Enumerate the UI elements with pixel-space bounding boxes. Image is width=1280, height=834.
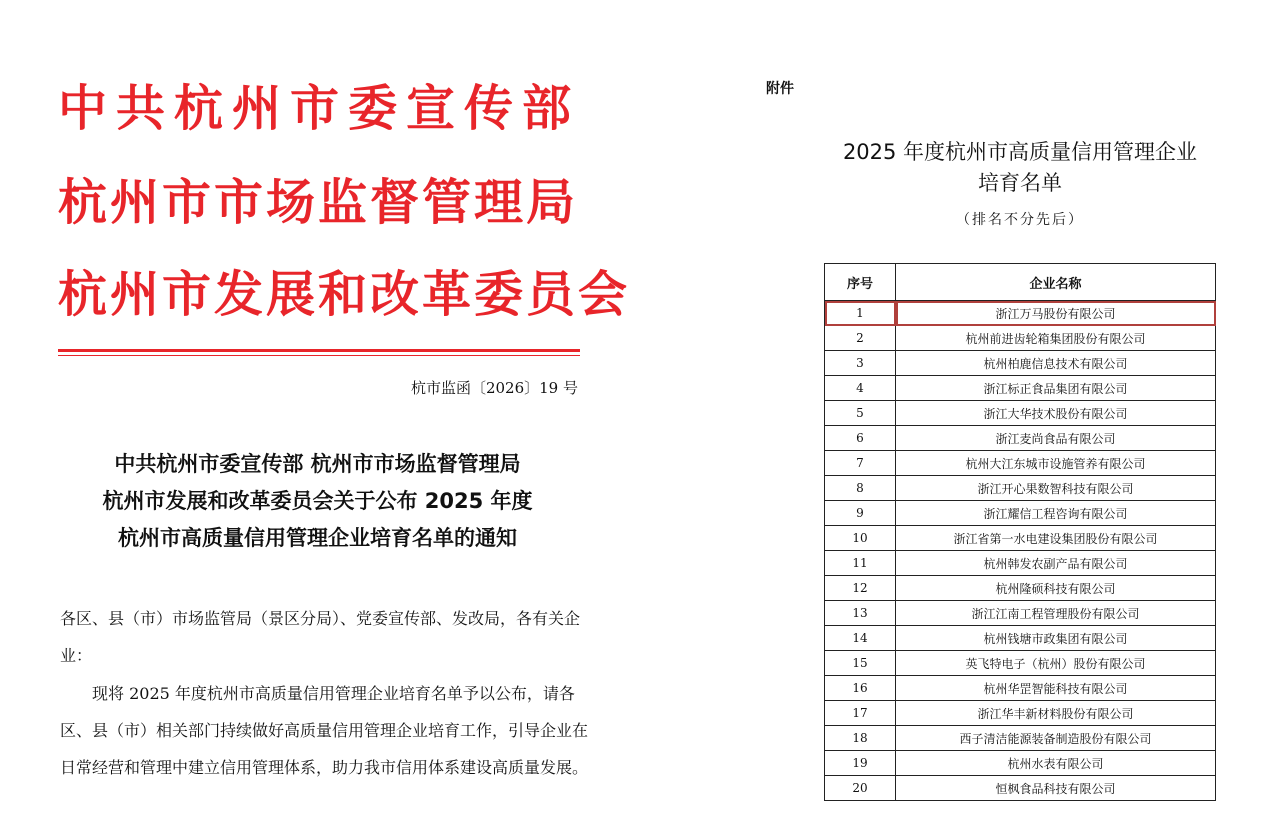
row-serial: 9 (825, 501, 896, 526)
row-company-name: 杭州前进齿轮箱集团股份有限公司 (896, 326, 1216, 351)
addressee: 各区、县（市）市场监管局（景区分局）、党委宣传部、发改局，各有关企业： (60, 609, 581, 665)
row-serial: 4 (825, 376, 896, 401)
table-row (825, 476, 1216, 501)
row-company-name: 浙江万马股份有限公司 (896, 301, 1216, 326)
row-company-name: 西子清洁能源装备制造股份有限公司 (896, 726, 1216, 751)
table-row (825, 451, 1216, 476)
table-row (825, 526, 1216, 551)
row-serial: 20 (825, 776, 896, 801)
row-serial: 5 (825, 401, 896, 426)
notice-title-line-3: 杭州市高质量信用管理企业培育名单的通知 (118, 526, 517, 550)
row-serial: 19 (825, 751, 896, 776)
row-serial: 7 (825, 451, 896, 476)
list-subtitle: （排名不分先后） (956, 212, 1084, 228)
row-company-name: 浙江华丰新材料股份有限公司 (896, 701, 1216, 726)
row-serial: 8 (825, 476, 896, 501)
row-company-name: 杭州韩发农副产品有限公司 (896, 551, 1216, 576)
table-row (825, 601, 1216, 626)
row-serial: 18 (825, 726, 896, 751)
row-company-name: 恒枫食品科技有限公司 (896, 776, 1216, 801)
table-row (825, 726, 1216, 751)
row-company-name: 浙江麦尚食品有限公司 (896, 426, 1216, 451)
row-serial: 12 (825, 576, 896, 601)
header-company-name: 企业名称 (896, 264, 1216, 301)
row-company-name: 浙江省第一水电建设集团股份有限公司 (896, 526, 1216, 551)
list-title-line-2: 培育名单 (978, 171, 1062, 195)
table-row (825, 626, 1216, 651)
row-company-name: 浙江标正食品集团有限公司 (896, 376, 1216, 401)
document-number: 杭市监函〔2026〕19 号 (410, 379, 578, 397)
table-row (825, 751, 1216, 776)
row-company-name: 浙江耀信工程咨询有限公司 (896, 501, 1216, 526)
table-row (825, 426, 1216, 451)
red-divider-thick (58, 349, 580, 352)
table-row (825, 401, 1216, 426)
notice-title-line-2: 杭州市发展和改革委员会关于公布 2025 年度 (102, 489, 533, 513)
row-company-name: 浙江开心果数智科技有限公司 (896, 476, 1216, 501)
row-company-name: 浙江大华技术股份有限公司 (896, 401, 1216, 426)
row-serial: 3 (825, 351, 896, 376)
issuer-3: 杭州市发展和改革委员会 (58, 266, 631, 323)
issuer-2: 杭州市市场监督管理局 (58, 174, 579, 231)
table-row (825, 326, 1216, 351)
table-row (825, 551, 1216, 576)
body-paragraph: 现将 2025 年度杭州市高质量信用管理企业培育名单予以公布，请各区、县（市）相关部门持续做好高质量信用管理企业培育工作，引导企业在日常经营和管理中建立信用管理体系，助力我市信用体系建设高质量发展。 (60, 684, 589, 777)
row-serial: 14 (825, 626, 896, 651)
table-row (825, 351, 1216, 376)
notice-title (40, 446, 595, 557)
right-page (640, 0, 1280, 834)
notice-title-line-1: 中共杭州市委宣传部 杭州市市场监督管理局 (114, 452, 521, 476)
table-row (825, 301, 1216, 326)
company-table (824, 263, 1216, 801)
row-serial: 16 (825, 676, 896, 701)
row-company-name: 杭州华罡智能科技有限公司 (896, 676, 1216, 701)
row-serial: 1 (825, 301, 896, 326)
table-row (825, 576, 1216, 601)
row-company-name: 杭州隆硕科技有限公司 (896, 576, 1216, 601)
row-serial: 10 (825, 526, 896, 551)
table-row (825, 701, 1216, 726)
table-row (825, 776, 1216, 801)
row-company-name: 杭州钱塘市政集团有限公司 (896, 626, 1216, 651)
row-company-name: 杭州大江东城市设施管养有限公司 (896, 451, 1216, 476)
row-serial: 2 (825, 326, 896, 351)
row-serial: 15 (825, 651, 896, 676)
header-serial: 序号 (825, 264, 896, 301)
row-serial: 11 (825, 551, 896, 576)
row-company-name: 杭州水表有限公司 (896, 751, 1216, 776)
table-row (825, 676, 1216, 701)
table-body (825, 301, 1216, 801)
issuer-1: 中共杭州市委宣传部 (58, 80, 581, 137)
row-company-name: 杭州柏鹿信息技术有限公司 (896, 351, 1216, 376)
table-row (825, 501, 1216, 526)
red-divider-thin (58, 355, 580, 356)
row-serial: 17 (825, 701, 896, 726)
table-row (825, 651, 1216, 676)
list-title-line-1: 2025 年度杭州市高质量信用管理企业 (842, 140, 1198, 164)
attachment-label: 附件 (766, 81, 794, 97)
row-company-name: 英飞特电子（杭州）股份有限公司 (896, 651, 1216, 676)
row-company-name: 浙江江南工程管理股份有限公司 (896, 601, 1216, 626)
row-serial: 13 (825, 601, 896, 626)
list-title (800, 137, 1240, 199)
row-serial: 6 (825, 426, 896, 451)
table-row (825, 376, 1216, 401)
table-header-row (825, 264, 1216, 301)
